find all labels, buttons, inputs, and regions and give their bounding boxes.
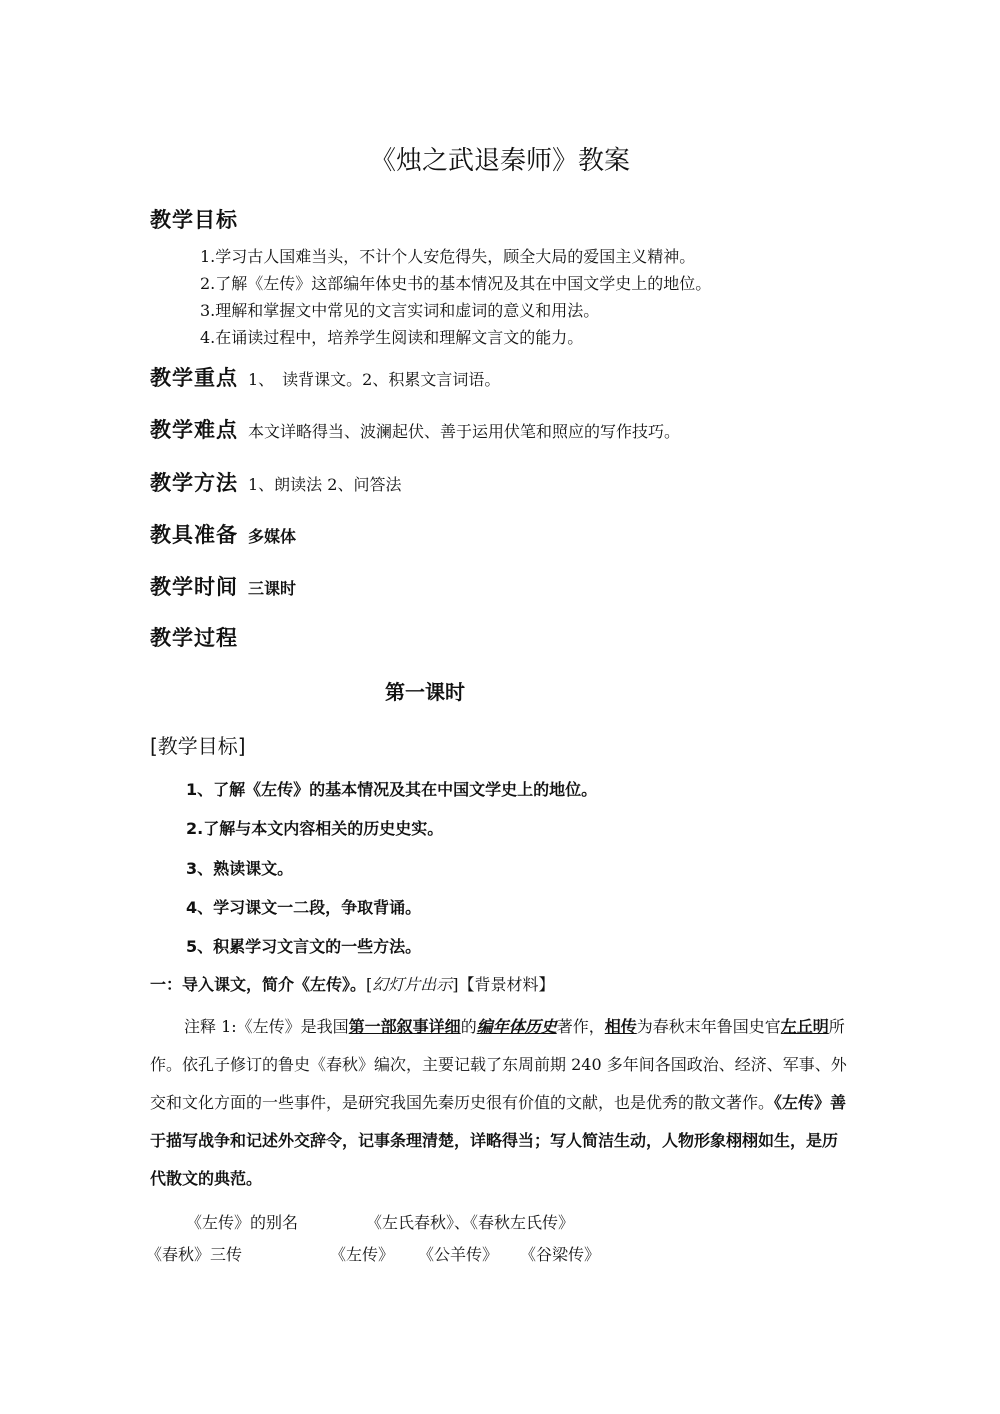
note-text: 为春秋末年鲁国史官 [636,1017,781,1036]
note-bold-summary: 《左传》善于描写战争和记述外交辞令，记事条理清楚，详略得当；写人简洁生动，人物形象栩栩如生，是历代散文的典范。 [150,1093,847,1188]
key-points-section [150,362,500,392]
lesson-objective-item: 5、积累学习文言文的一些方法。 [186,937,422,956]
methods-heading: 教学方法 [150,471,238,495]
lesson-objective-item: 3、熟读课文。 [186,859,294,878]
methods-section [150,467,401,497]
bracket-open: [ [366,975,373,994]
lesson-title: 第一课时 [385,680,465,704]
key-points-heading: 教学重点 [150,366,238,390]
time-heading: 教学时间 [150,575,238,599]
lesson-objectives-heading: [教学目标] [150,734,246,758]
lesson-objective-item: 4、学习课文一二段，争取背诵。 [186,898,422,917]
note-emphasis: 编年体历史 [476,1017,557,1036]
lesson-objective-item: 1、了解《左传》的基本情况及其在中国文学史上的地位。 [186,780,598,799]
intro-title: 一：导入课文，简介《左传》。 [150,975,367,994]
aliases-value: 《左氏春秋》、《春秋左氏传》 [366,1213,575,1232]
bracket-close: ] [452,975,459,994]
process-heading: 教学过程 [150,626,238,650]
note-emphasis: 第一部叙事详细 [348,1017,461,1036]
commentary-item: 《左传》 [330,1245,395,1264]
teaching-goal-item: 2.了解《左传》这部编年体史书的基本情况及其在中国文学史上的地位。 [200,274,712,293]
time-text: 三课时 [248,579,297,598]
lesson-objective-item: 2.了解与本文内容相关的历史史实。 [186,819,444,838]
note-text: 注释 1:《左传》是我国 [184,1017,349,1036]
note-text: 著作， [556,1017,605,1036]
note-text: 的 [460,1017,477,1036]
teaching-goal-item: 4.在诵读过程中，培养学生阅读和理解文言文的能力。 [200,328,584,347]
three-commentaries-label: 《春秋》三传 [146,1245,243,1264]
tools-heading: 教具准备 [150,523,238,547]
difficulties-heading: 教学难点 [150,418,238,442]
slide-note: 幻灯片出示 [372,975,453,994]
difficulties-text: 本文详略得当、波澜起伏、善于运用伏笔和照应的写作技巧。 [248,422,681,441]
methods-text: 1、朗读法 2、问答法 [248,475,402,494]
time-section [150,571,296,601]
aliases-label: 《左传》的别名 [186,1213,299,1232]
note-text: 所作。依孔子修订的鲁史《春秋》编次，主要记载了东周前期 240 多年间各国政治、经济、军事、外交和文化方面的一些事件，是研究我国先秦历史很有价值的文献，也是优秀的散文著作。 [150,1017,847,1112]
tools-text: 多媒体 [248,527,297,546]
commentary-item: 《公羊传》 [418,1245,499,1264]
commentary-item: 《谷梁传》 [520,1245,601,1264]
note-emphasis: 相传 [604,1017,637,1036]
note-emphasis: 左丘明 [780,1017,829,1036]
teaching-goal-item: 1.学习古人国难当头，不计个人安危得失，顾全大局的爱国主义精神。 [200,247,696,266]
teaching-goal-item: 3.理解和掌握文中常见的文言实词和虚词的意义和用法。 [200,301,600,320]
note-paragraph [150,1008,850,1198]
teaching-goals-heading: 教学目标 [150,208,238,232]
intro-line [150,972,555,995]
difficulties-section [150,414,680,444]
tools-section [150,519,296,549]
key-points-text: 1、 读背课文。2、积累文言词语。 [248,370,501,389]
background-label: 【背景材料】 [458,975,555,994]
page-title: 《烛之武退秦师》教案 [369,146,630,176]
